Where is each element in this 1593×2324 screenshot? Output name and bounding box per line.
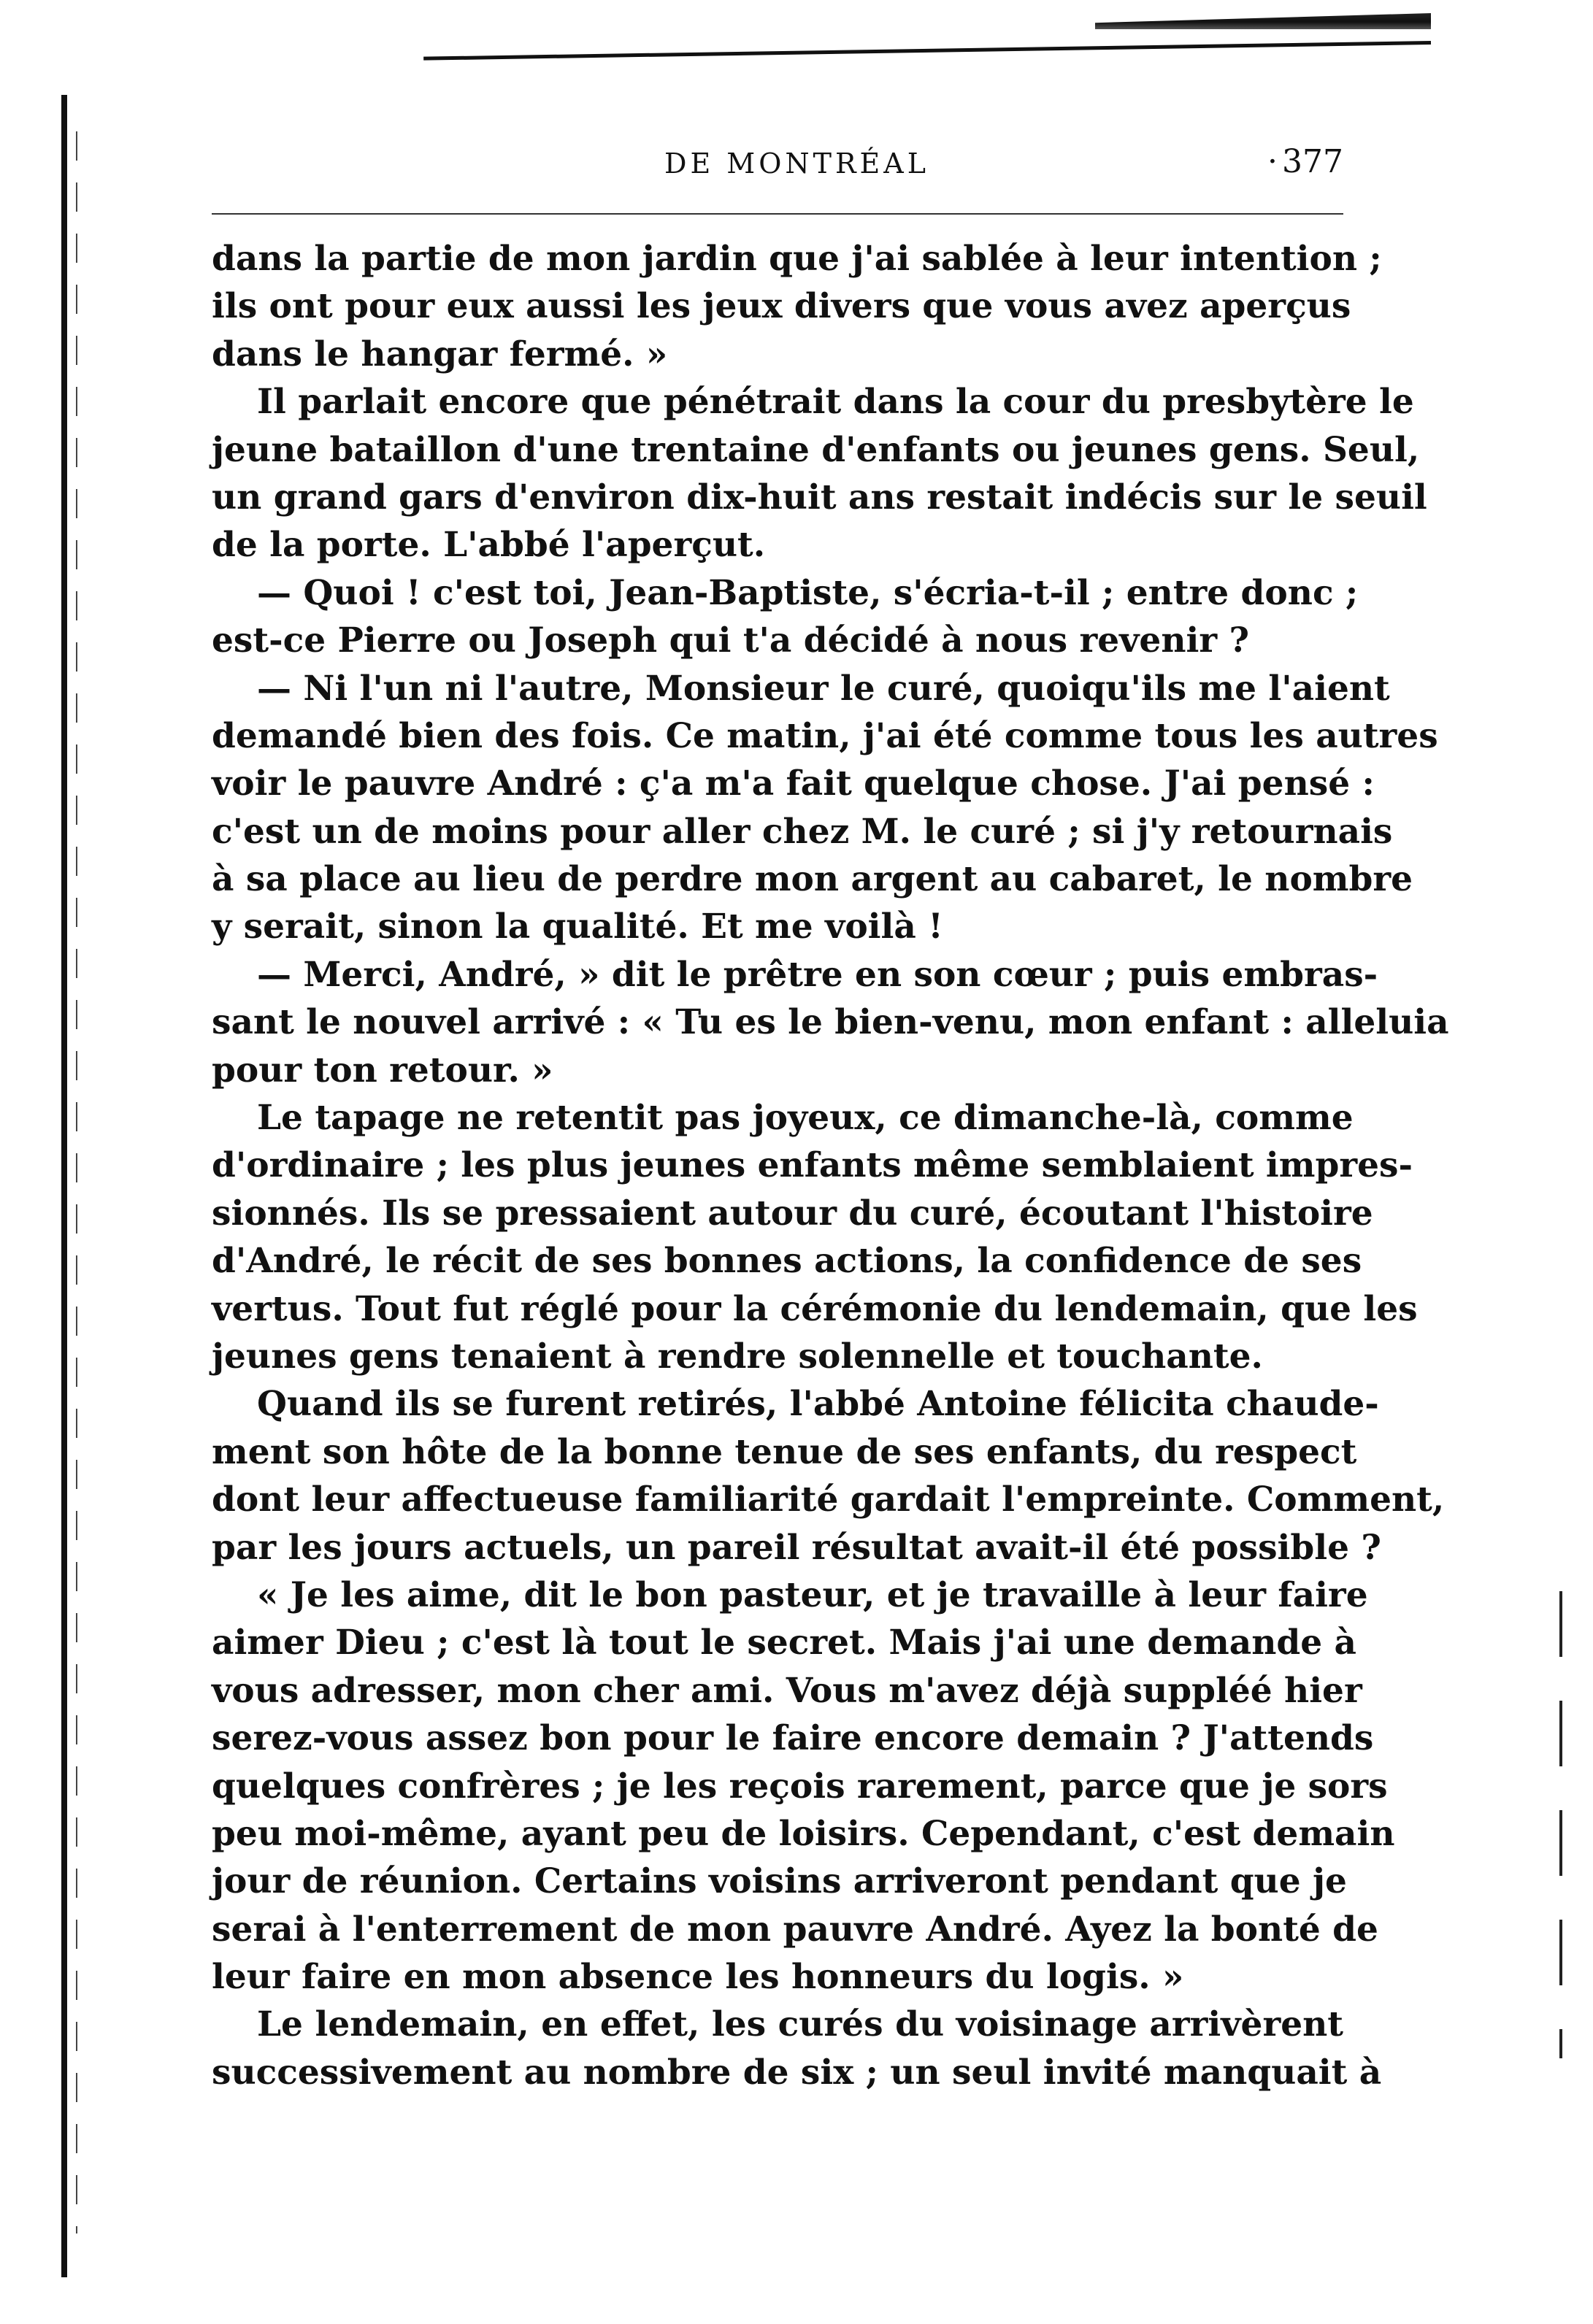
- text-line: jeune bataillon d'une trentaine d'enfants ou jeunes gens. Seul,: [212, 429, 1420, 470]
- text-line: à sa place au lieu de perdre mon argent au cabaret, le nombre: [212, 859, 1413, 900]
- text-line: est-ce Pierre ou Joseph qui t'a décidé à nous revenir ?: [212, 620, 1250, 661]
- text-line: aimer Dieu ; c'est là tout le secret. Mais j'ai une demande à: [212, 1623, 1356, 1663]
- text-line: peu moi-même, ayant peu de loisirs. Cependant, c'est demain: [212, 1813, 1395, 1854]
- text-line: « Je les aime, dit le bon pasteur, et je travaille à leur faire: [257, 1574, 1368, 1615]
- scan-binding-edge-thin: [76, 131, 77, 2233]
- text-line: Le tapage ne retentit pas joyeux, ce dimanche-là, comme: [257, 1098, 1354, 1139]
- text-line: Il parlait encore que pénétrait dans la cour du presbytère le: [257, 382, 1414, 423]
- page-number: · 377: [1267, 143, 1343, 180]
- text-line: ils ont pour eux aussi les jeux divers que vous avez aperçus: [212, 286, 1351, 327]
- text-line: c'est un de moins pour aller chez M. le curé ; si j'y retournais: [212, 811, 1393, 852]
- text-line: de la porte. L'abbé l'aperçut.: [212, 525, 766, 566]
- page-header: [212, 143, 1343, 187]
- text-line: pour ton retour. »: [212, 1050, 553, 1090]
- text-line: serez-vous assez bon pour le faire encore demain ? J'attends: [212, 1718, 1374, 1759]
- text-line: voir le pauvre André : ç'a m'a fait quelque chose. J'ai pensé :: [212, 763, 1375, 804]
- text-line: dans la partie de mon jardin que j'ai sablée à leur intention ;: [212, 239, 1382, 279]
- text-line: jour de réunion. Certains voisins arriveront pendant que je: [212, 1861, 1347, 1902]
- text-line: — Ni l'un ni l'autre, Monsieur le curé, quoiqu'ils me l'aient: [257, 668, 1390, 709]
- header-rule: [212, 213, 1343, 215]
- body-text: [212, 235, 1449, 2096]
- text-line: sant le nouvel arrivé : « Tu es le bien-venu, mon enfant : alleluia: [212, 1002, 1449, 1043]
- text-line: dont leur affectueuse familiarité gardait l'empreinte. Comment,: [212, 1480, 1445, 1520]
- text-line: d'ordinaire ; les plus jeunes enfants même semblaient impres-: [212, 1145, 1413, 1186]
- scan-right-edge-marks: [1559, 1591, 1562, 2058]
- text-line: leur faire en mon absence les honneurs du logis. »: [212, 1957, 1184, 1998]
- scan-binding-edge: [61, 95, 67, 2277]
- text-line: — Merci, André, » dit le prêtre en son cœur ; puis embras-: [257, 954, 1378, 995]
- text-line: un grand gars d'environ dix-huit ans restait indécis sur le seuil: [212, 477, 1427, 517]
- text-line: dans le hangar fermé. »: [212, 334, 668, 374]
- text-line: y serait, sinon la qualité. Et me voilà !: [212, 907, 943, 947]
- text-line: quelques confrères ; je les reçois rarement, parce que je sors: [212, 1766, 1388, 1807]
- text-line: d'André, le récit de ses bonnes actions, la confidence de ses: [212, 1241, 1362, 1282]
- text-line: Le lendemain, en effet, les curés du voisinage arrivèrent: [257, 2004, 1343, 2045]
- text-line: ment son hôte de la bonne tenue de ses enfants, du respect: [212, 1431, 1357, 1472]
- scan-edge-shadow: [1095, 13, 1431, 29]
- running-title: DE MONTRÉAL: [664, 147, 929, 180]
- text-line: vous adresser, mon cher ami. Vous m'avez déjà suppléé hier: [212, 1670, 1362, 1711]
- text-line: jeunes gens tenaient à rendre solennelle et touchante.: [212, 1336, 1263, 1377]
- text-line: — Quoi ! c'est toi, Jean-Baptiste, s'écria-t-il ; entre donc ;: [257, 572, 1359, 613]
- scan-edge-rule: [423, 41, 1431, 61]
- text-line: sionnés. Ils se pressaient autour du curé, écoutant l'histoire: [212, 1193, 1373, 1234]
- text-line: demandé bien des fois. Ce matin, j'ai été comme tous les autres: [212, 715, 1438, 756]
- text-line: vertus. Tout fut réglé pour la cérémonie du lendemain, que les: [212, 1288, 1418, 1329]
- text-line: Quand ils se furent retirés, l'abbé Antoine félicita chaude-: [257, 1384, 1379, 1425]
- text-line: serai à l'enterrement de mon pauvre André. Ayez la bonté de: [212, 1909, 1378, 1950]
- text-line: par les jours actuels, un pareil résultat avait-il été possible ?: [212, 1527, 1381, 1568]
- text-line: successivement au nombre de six ; un seul invité manquait à: [212, 2052, 1382, 2093]
